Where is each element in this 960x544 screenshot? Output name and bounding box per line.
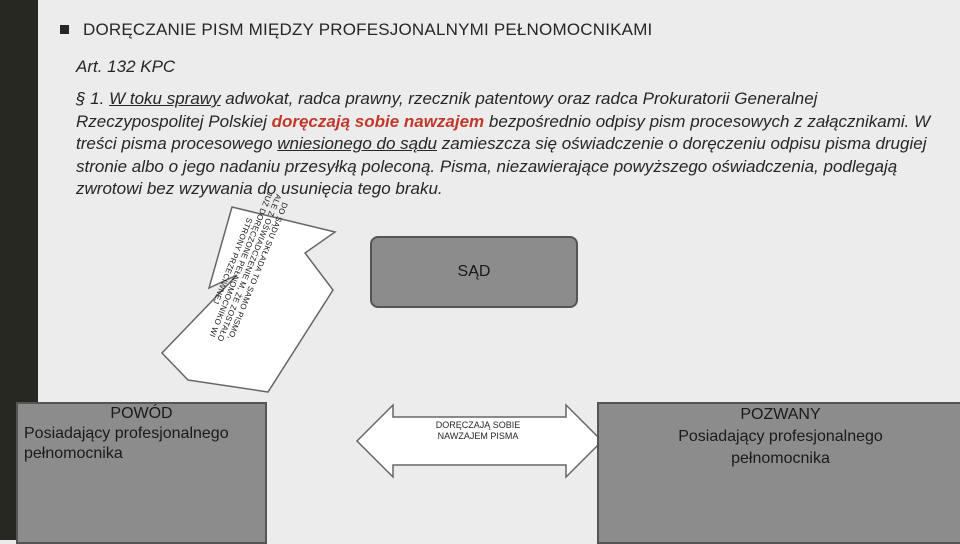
- court-label: SĄD: [457, 263, 491, 280]
- plaintiff-line2: pełnomocnika: [24, 445, 123, 462]
- court-box: [370, 236, 578, 308]
- para-part: adwokat, radca prawny, rzecznik patentowy oraz radca Prokuratorii Generalnej Rzeczypospolitej Polskiej: [76, 89, 818, 131]
- defendant-line1: Posiadający profesjonalnego: [678, 428, 883, 445]
- double-arrow-label: DORĘCZAJĄ SOBIE NAWZAJEM PISMA: [435, 420, 521, 441]
- defendant-line2: pełnomocnika: [731, 450, 830, 467]
- plaintiff-title: POWÓD: [110, 405, 173, 422]
- para-underline: W toku sprawy: [109, 89, 221, 108]
- para-underline: wniesionego do sądu: [277, 134, 437, 153]
- plaintiff-line1: Posiadający profesjonalnego: [24, 425, 229, 442]
- para-part: zamieszcza się oświadczenie o doręczeniu odpisu pisma drugiej stronie albo o jego nadaniu przesyłką poleconą. Pisma, niezawierające powyższego oświadczenia, podlegają zwrotowi bez wzywania do usunięcia tego braku.: [76, 134, 927, 198]
- article-reference: Art. 132 KPC: [76, 57, 176, 76]
- defendant-box: [597, 402, 960, 544]
- defendant-title: POZWANY: [740, 406, 821, 423]
- arrow-label: DO SĄDU SKŁADA TO SAMO PISMO, ALE Z OŚWIADCZENIE M, ŻE ZOSTAŁO JUŻ DORĘCZONE PEŁNOMOCNIKO WI STRONY PRZECIWNEJ: [207, 190, 290, 343]
- plaintiff-box: [16, 402, 267, 544]
- para-part: bezpośrednio odpisy pism procesowych z załącznikami. W treści pisma procesowego: [76, 111, 931, 153]
- para-part: § 1.: [76, 89, 110, 108]
- heading-text: DORĘCZANIE PISM MIĘDZY PROFESJONALNYMI PEŁNOMOCNIKAMI: [83, 20, 653, 39]
- para-highlight: doręczają sobie nawzajem: [271, 111, 485, 131]
